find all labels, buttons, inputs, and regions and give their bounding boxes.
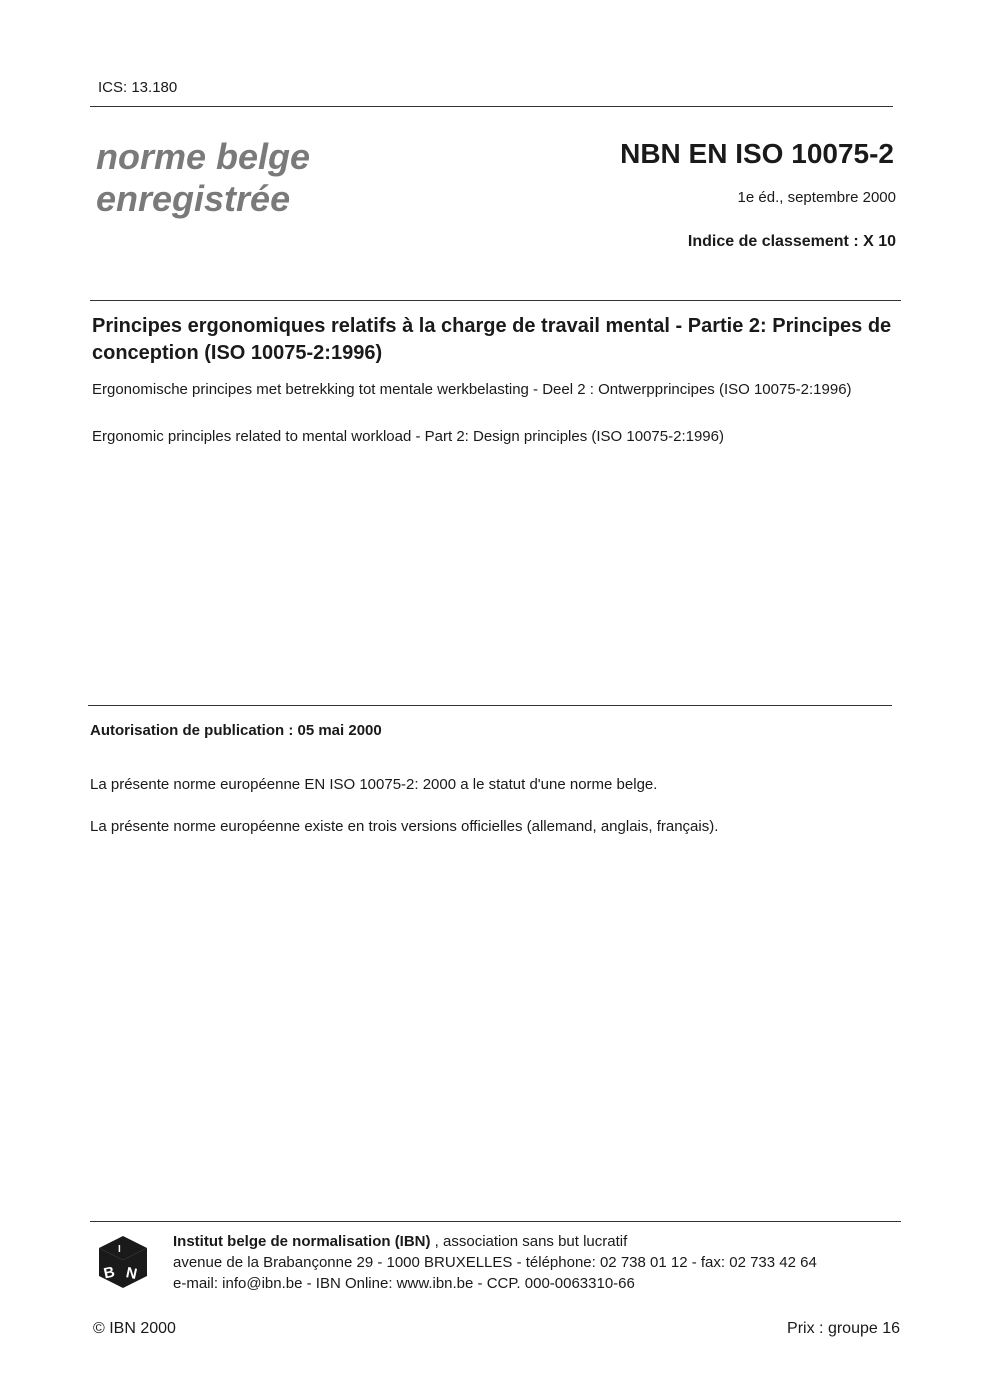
institute-info (173, 1231, 903, 1294)
brand-line-2: enregistrée (96, 178, 291, 219)
header-rule (90, 106, 893, 107)
price-group: Prix : groupe 16 (787, 1320, 900, 1337)
institute-address: avenue de la Brabançonne 29 - 1000 BRUXELLES - téléphone: 02 738 01 12 - fax: 02 733 42 64 (173, 1254, 817, 1271)
publication-authorisation: Autorisation de publication : 05 mai 2000 (90, 722, 382, 739)
footer-rule (90, 1221, 901, 1222)
ics-code: ICS: 13.180 (98, 79, 178, 96)
classification-index: Indice de classement : X 10 (687, 233, 896, 250)
institute-suffix: , association sans but lucratif (430, 1233, 628, 1250)
title-rule (90, 300, 901, 301)
brand-line-1: norme belge (96, 136, 311, 177)
ibn-logo-icon (97, 1234, 149, 1290)
versions-paragraph: La présente norme européenne existe en trois versions officielles (allemand, anglais, français). (90, 818, 719, 835)
title-french: Principes ergonomiques relatifs à la charge de travail mental - Partie 2: Principes de conception (ISO 10075-2:1996) (92, 315, 892, 364)
institute-heading (173, 1231, 903, 1252)
brand-title (96, 136, 310, 220)
status-paragraph: La présente norme européenne EN ISO 10075-2: 2000 a le statut d'une norme belge. (90, 776, 658, 793)
standard-code: NBN EN ISO 10075-2 (620, 138, 894, 169)
title-english: Ergonomic principles related to mental workload - Part 2: Design principles (ISO 10075-2:1996) (92, 428, 724, 445)
institute-contact: e-mail: info@ibn.be - IBN Online: www.ibn.be - CCP. 000-0063310-66 (173, 1275, 635, 1292)
edition-date: 1e éd., septembre 2000 (737, 189, 896, 206)
svg-text:I: I (118, 1244, 121, 1255)
svg-text:N: N (124, 1264, 139, 1284)
copyright: © IBN 2000 (93, 1320, 176, 1337)
institute-name: Institut belge de normalisation (IBN) (173, 1233, 431, 1250)
title-dutch: Ergonomische principes met betrekking tot mentale werkbelasting - Deel 2 : Ontwerpprincipes (ISO 10075-2:1996) (92, 381, 852, 398)
body-rule (88, 705, 892, 706)
svg-text:B: B (102, 1263, 117, 1283)
